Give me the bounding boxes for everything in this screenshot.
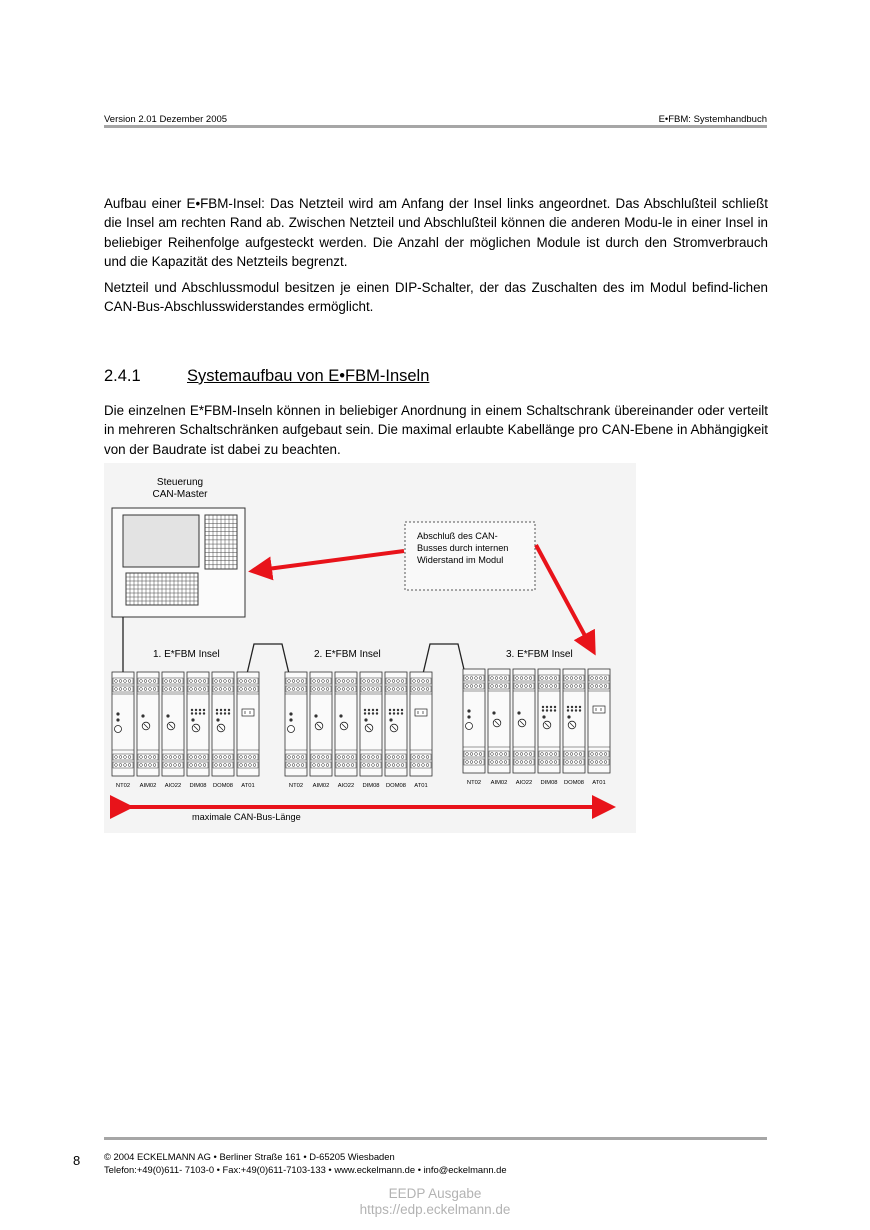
module-label: DIM08: [189, 783, 207, 789]
module-label: DIM08: [540, 780, 558, 786]
module-dim08-1: [187, 672, 209, 789]
module-dom08-2: [385, 672, 407, 789]
module-nt02-2: [285, 672, 307, 789]
module-label: NT02: [466, 780, 482, 786]
module-label: NT02: [115, 783, 131, 789]
module-dim08-2: [360, 672, 382, 789]
module-at01-1: [237, 672, 259, 789]
island-2-label: 2. E*FBM Insel: [314, 649, 381, 660]
note-line-2: Busses durch internen: [417, 543, 509, 553]
note-line-1: Abschluß des CAN-: [417, 531, 498, 541]
module-label: AIM02: [139, 783, 157, 789]
dip-paragraph: Netzteil und Abschlussmodul besitzen je einen DIP-Schalter, der das Zuschalten des im Modul befind-lichen CAN-Bus-Abschlusswiderstandes ermöglicht.: [104, 280, 768, 315]
controller-label-2: CAN-Master: [152, 489, 208, 500]
module-label: AIO22: [164, 783, 182, 789]
header-version: Version 2.01 Dezember 2005: [104, 114, 228, 125]
module-aim02-3: [488, 669, 510, 786]
module-aio22-3: [513, 669, 535, 786]
header-rule: [104, 125, 767, 128]
module-label: AT01: [592, 780, 606, 786]
watermark-line-2: https://edp.eckelmann.de: [359, 1202, 511, 1217]
module-aim02-1: [137, 672, 159, 789]
module-aio22-2: [335, 672, 357, 789]
module-at01-2: [410, 672, 432, 789]
module-label: DOM08: [386, 783, 406, 789]
module-aio22-1: [162, 672, 184, 789]
module-label: AIM02: [312, 783, 330, 789]
module-label: DOM08: [564, 780, 584, 786]
module-label: AIM02: [490, 780, 508, 786]
footer-contact: Telefon:+49(0)611- 7103-0 • Fax:+49(0)611-7103-133 • www.eckelmann.de • info@eckelmann.de: [104, 1164, 507, 1175]
section-paragraph: Die einzelnen E*FBM-Inseln können in beliebiger Anordnung in einem Schaltschrank übereinander oder verteilt in mehreren Schaltschränken aufgebaut sein. Die maximal erlaubte Kabellänge pro CAN-Ebene in Abhängigkeit von der Baudrate ist dabei zu beachten.: [104, 403, 768, 457]
module-label: NT02: [288, 783, 304, 789]
section-title: Systemaufbau von E•FBM-Inseln: [187, 367, 430, 385]
island-3-label: 3. E*FBM Insel: [506, 649, 573, 660]
module-aim02-2: [310, 672, 332, 789]
module-label: AIO22: [337, 783, 355, 789]
section-number: 2.4.1: [104, 367, 141, 385]
module-label: AT01: [414, 783, 428, 789]
module-label: AIO22: [515, 780, 533, 786]
bus-length-label: maximale CAN-Bus-Länge: [192, 812, 301, 822]
system-diagram: [104, 463, 636, 833]
intro-paragraph: Aufbau einer E•FBM-Insel: Das Netzteil wird am Anfang der Insel links angeordnet. Das Abschlußteil schließt die Insel am rechten Rand ab. Zwischen Netzteil und Abschlußteil können die anderen Modu-le in einer Insel in beliebiger Reihenfolge aufgesteckt werden. Die Anzahl der möglichen Module ist durch den Stromverbrauch und die Kapazität des Netzteils begrenzt.: [104, 196, 768, 269]
module-label: DOM08: [213, 783, 233, 789]
footer-rule: [104, 1137, 767, 1140]
page-number: 8: [73, 1153, 81, 1168]
watermark-line-1: EEDP Ausgabe: [388, 1186, 482, 1201]
controller-box: [112, 508, 245, 617]
module-nt02-3: [463, 669, 485, 786]
island-1-label: 1. E*FBM Insel: [153, 649, 220, 660]
module-at01-3: [588, 669, 610, 786]
module-label: DIM08: [362, 783, 380, 789]
module-dom08-3: [563, 669, 585, 786]
module-nt02-1: [112, 672, 134, 789]
module-dom08-1: [212, 672, 234, 789]
note-line-3: Widerstand im Modul: [417, 555, 504, 565]
module-label: AT01: [241, 783, 255, 789]
footer-address: © 2004 ECKELMANN AG • Berliner Straße 161 • D-65205 Wiesbaden: [104, 1151, 395, 1162]
module-dim08-3: [538, 669, 560, 786]
header-title: E•FBM: Systemhandbuch: [658, 114, 767, 125]
controller-label-1: Steuerung: [156, 477, 204, 488]
